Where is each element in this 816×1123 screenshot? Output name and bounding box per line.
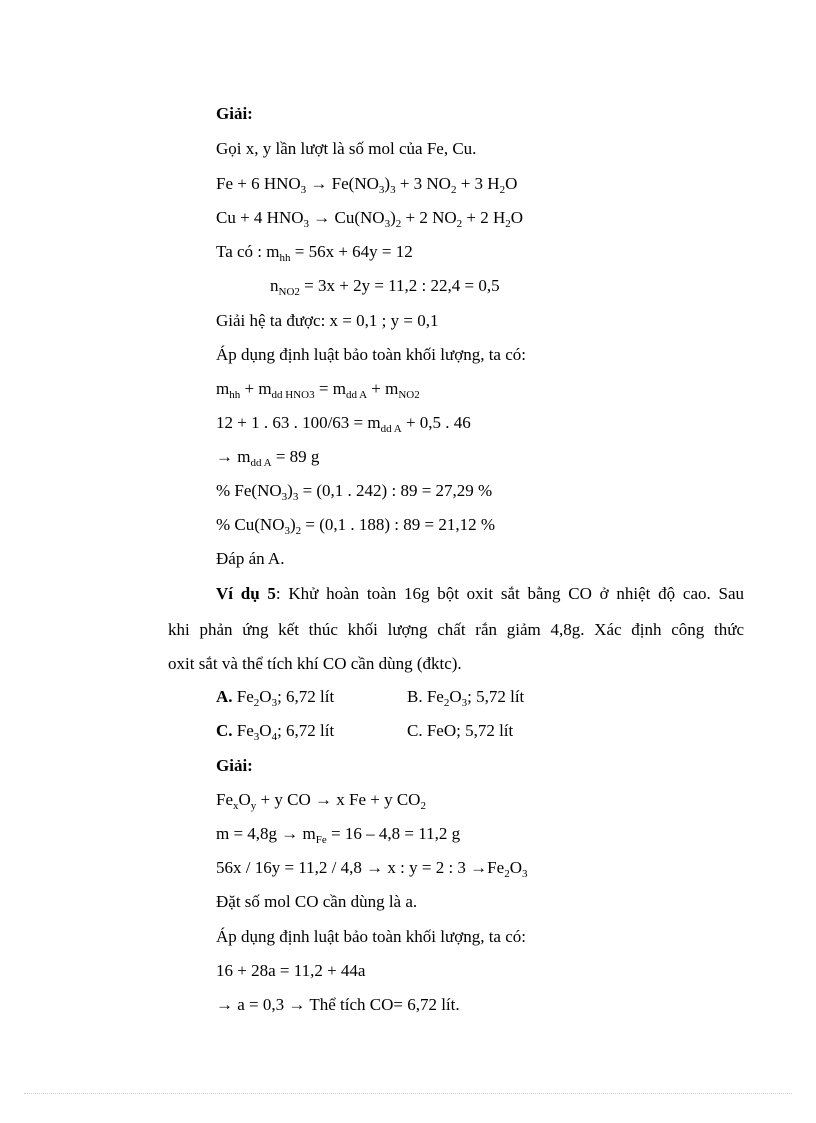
option-c: C. $Fe_3O_4$; 6,72 lít: [216, 721, 335, 743]
mass-solution-result: → $m_{dd A} = 89$ g: [216, 447, 320, 469]
example-5-line-3: oxit sắt và thể tích khí CO cần dùng (đktc).: [168, 654, 462, 673]
reduction-equation: $Fe_xO_y + y$ CO → x Fe + y $CO_2$: [216, 790, 426, 812]
solve-system-line: Giải hệ ta được: x = 0,1 ; y = 0,1: [216, 311, 439, 330]
final-result-line: → a = 0,3 → Thể tích CO= 6,72 lít.: [216, 995, 460, 1014]
equation-fe-hno3: Fe + 6 $HNO_3 \to Fe(NO_3)_3 + 3$ $NO_2 + 3$ $H_2O$: [216, 174, 518, 196]
mass-conservation-line-2: Áp dụng định luật bảo toàn khối lượng, ta có:: [216, 927, 526, 946]
mass-fe-line: $m = 4,8g \to m_{Fe} = 16 - 4,8 = 11,2$ g: [216, 824, 461, 846]
ratio-line: 56x / 16y = 11,2 / 4,8 → x : y = 2 : $3 \to Fe_2O_3$: [216, 858, 528, 880]
example-5-line-2: khi phản ứng kết thúc khối lượng chất rắn giảm 4,8g. Xác định công thức: [168, 620, 744, 639]
equation-cu-hno3: Cu + 4 $HNO_3 \to Cu(NO_3)_2 + 2$ $NO_2 + 2$ $H_2O$: [216, 208, 524, 230]
option-d: C. FeO; 5,72 lít: [407, 721, 514, 740]
solution-heading: Giải:: [216, 104, 253, 123]
option-b: B. $Fe_2O_3$; 5,72 lít: [407, 687, 525, 709]
percent-cu-nitrate: % $Cu(NO_3)_2 = (0,1$ . 188) : 89 = 21,12 %: [216, 515, 496, 537]
example-5-line-1: Ví dụ 5: Khử hoàn toàn 16g bột oxit sắt bằng CO ở nhiệt độ cao. Sau: [216, 584, 744, 603]
solution-heading-2: Giải:: [216, 756, 253, 775]
page-bottom-divider: [24, 1093, 792, 1094]
mass-mixture-line: Ta có : $m_{hh} = 56x + 64y = 12$: [216, 242, 413, 264]
percent-fe-nitrate: % $Fe(NO_3)_3 = (0,1$ . 242) : 89 = 27,29 %: [216, 481, 493, 503]
calculation-line: 12 + 1 . 63 . $100/63 = m_{dd A} + 0,5$ . 46: [216, 413, 471, 435]
mass-conservation-line: Áp dụng định luật bảo toàn khối lượng, ta có:: [216, 345, 526, 364]
intro-line: Gọi x, y lần lượt là số mol của Fe, Cu.: [216, 139, 477, 158]
mass-equation-a: 16 + 28a = 11,2 + 44a: [216, 961, 366, 980]
option-a: A. $Fe_2O_3$; 6,72 lít: [216, 687, 335, 709]
mol-no2-line: $n_{NO2} = 3x + 2y = 11,2$ : 22,4 = 0,5: [270, 276, 500, 298]
mass-balance-equation: $m_{hh} + m_{dd HNO3} = m_{dd A} + m_{NO2}$: [216, 379, 420, 401]
answer-line: Đáp án A.: [216, 549, 285, 568]
set-variable-line: Đặt số mol CO cần dùng là a.: [216, 892, 418, 911]
